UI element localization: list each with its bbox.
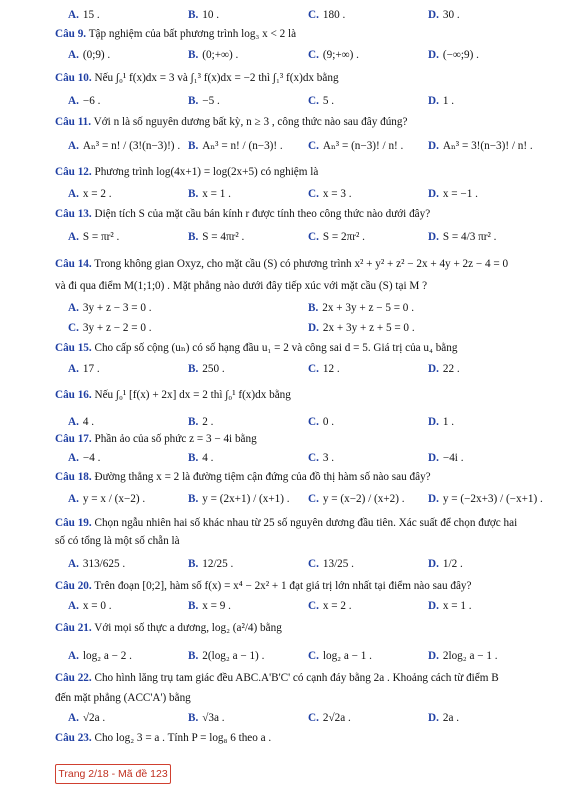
q18-options: A. y = x / (x−2) . B. y = (2x+1) / (x+1) . C. y = (x−2) / (x+2) . D. y = (−2x+3) / (−x+1) . [68, 493, 543, 505]
question-10: Câu 10. Nếu ∫₀¹ f(x)dx = 3 và ∫₁³ f(x)dx = −2 thì ∫₁³ f(x)dx bằng [55, 72, 339, 84]
question-15: Câu 15. Cho cấp số cộng (uₙ) có số hạng đầu u₁ = 2 và công sai d = 5. Giá trị của u₄ bằng [55, 342, 458, 354]
q11-options: A. Aₙ³ = n! / (3!(n−3)!) . B. Aₙ³ = n! / (n−3)! . C. Aₙ³ = (n−3)! / n! . D. Aₙ³ = 3!(n−3)! / n! . [68, 140, 533, 152]
question-13: Câu 13. Diện tích S của mặt cầu bán kính r được tính theo công thức nào dưới đây? [55, 208, 431, 220]
q17-options: A. −4 . B. 4 . C. 3 . D. −4i . [68, 452, 464, 464]
q21-options: A. log₂ a − 2 . B. 2(log₂ a − 1) . C. log₂ a − 1 . D. 2log₂ a − 1 . [68, 650, 498, 662]
page-footer: Trang 2/18 - Mã đề 123 [55, 764, 171, 784]
question-21: Câu 21. Với mọi số thực a dương, log₂ (a²/4) bằng [55, 622, 282, 634]
q19-options: A. 313/625 . B. 12/25 . C. 13/25 . D. 1/2 . [68, 558, 463, 570]
question-18: Câu 18. Đường thẳng x = 2 là đường tiệm cận đứng của đồ thị hàm số nào sau đây? [55, 471, 431, 483]
option-a: A. 15 . [68, 9, 100, 21]
question-12: Câu 12. Phương trình log(4x+1) = log(2x+5) có nghiệm là [55, 166, 319, 178]
question-9: Câu 9. Tập nghiệm của bất phương trình log₃ x < 2 là [55, 28, 297, 40]
question-22-cont: đến mặt phẳng (ACC'A') bằng [55, 692, 191, 704]
q20-options: A. x = 0 . B. x = 9 . C. x = 2 . D. x = 1 . [68, 600, 472, 612]
question-19-cont: số có tổng là một số chẵn là [55, 535, 180, 547]
q12-options: A. x = 2 . B. x = 1 . C. x = 3 . D. x = −1 . [68, 188, 478, 200]
option-d: D. 30 . [428, 9, 460, 21]
q10-options: A. −6 . B. −5 . C. 5 . D. 1 . [68, 95, 455, 107]
question-16: Câu 16. Nếu ∫₀¹ [f(x) + 2x] dx = 2 thì ∫₀¹ f(x)dx bằng [55, 389, 291, 401]
option-c: C. 180 . [308, 9, 346, 21]
q14-options-cd: C. 3y + z − 2 = 0 . D. 2x + 3y + z + 5 = 0 . [68, 322, 415, 334]
q13-options: A. S = πr² . B. S = 4πr² . C. S = 2πr² . D. S = 4/3 πr² . [68, 231, 497, 243]
question-14-cont: và đi qua điểm M(1;1;0) . Mặt phẳng nào dưới đây tiếp xúc với mặt cầu (S) tại M ? [55, 280, 428, 292]
q9-options: A. (0;9) . B. (0;+∞) . C. (9;+∞) . D. (−∞;9) . [68, 49, 479, 61]
question-14: Câu 14. Trong không gian Oxyz, cho mặt cầu (S) có phương trình x² + y² + z² − 2x + 4y + 2z − 4 = 0 [55, 258, 509, 270]
option-b: B. 10 . [188, 9, 220, 21]
question-20: Câu 20. Trên đoạn [0;2], hàm số f(x) = x⁴ − 2x² + 1 đạt giá trị lớn nhất tại điểm nào sau đây? [55, 580, 472, 592]
question-19: Câu 19. Chọn ngẫu nhiên hai số khác nhau từ 25 số nguyên dương đầu tiên. Xác suất để chọn được hai [55, 517, 518, 529]
q16-options: A. 4 . B. 2 . C. 0 . D. 1 . [68, 416, 455, 428]
q22-options: A. √2a . B. √3a . C. 2√2a . D. 2a . [68, 712, 460, 724]
q8-options [0, 7, 566, 23]
q14-options-ab: A. 3y + z − 3 = 0 . B. 2x + 3y + z − 5 = 0 . [68, 302, 414, 314]
question-22: Câu 22. Cho hình lăng trụ tam giác đều ABC.A'B'C' có cạnh đáy bằng 2a . Khoảng cách từ điểm B [55, 672, 499, 684]
q15-options: A. 17 . B. 250 . C. 12 . D. 22 . [68, 363, 460, 375]
question-23: Câu 23. Cho log₂ 3 = a . Tính P = log₈ 6 theo a . [55, 732, 272, 744]
question-11: Câu 11. Với n là số nguyên dương bất kỳ, n ≥ 3 , công thức nào sau đây đúng? [55, 116, 408, 128]
question-17: Câu 17. Phần ảo của số phức z = 3 − 4i bằng [55, 433, 257, 445]
